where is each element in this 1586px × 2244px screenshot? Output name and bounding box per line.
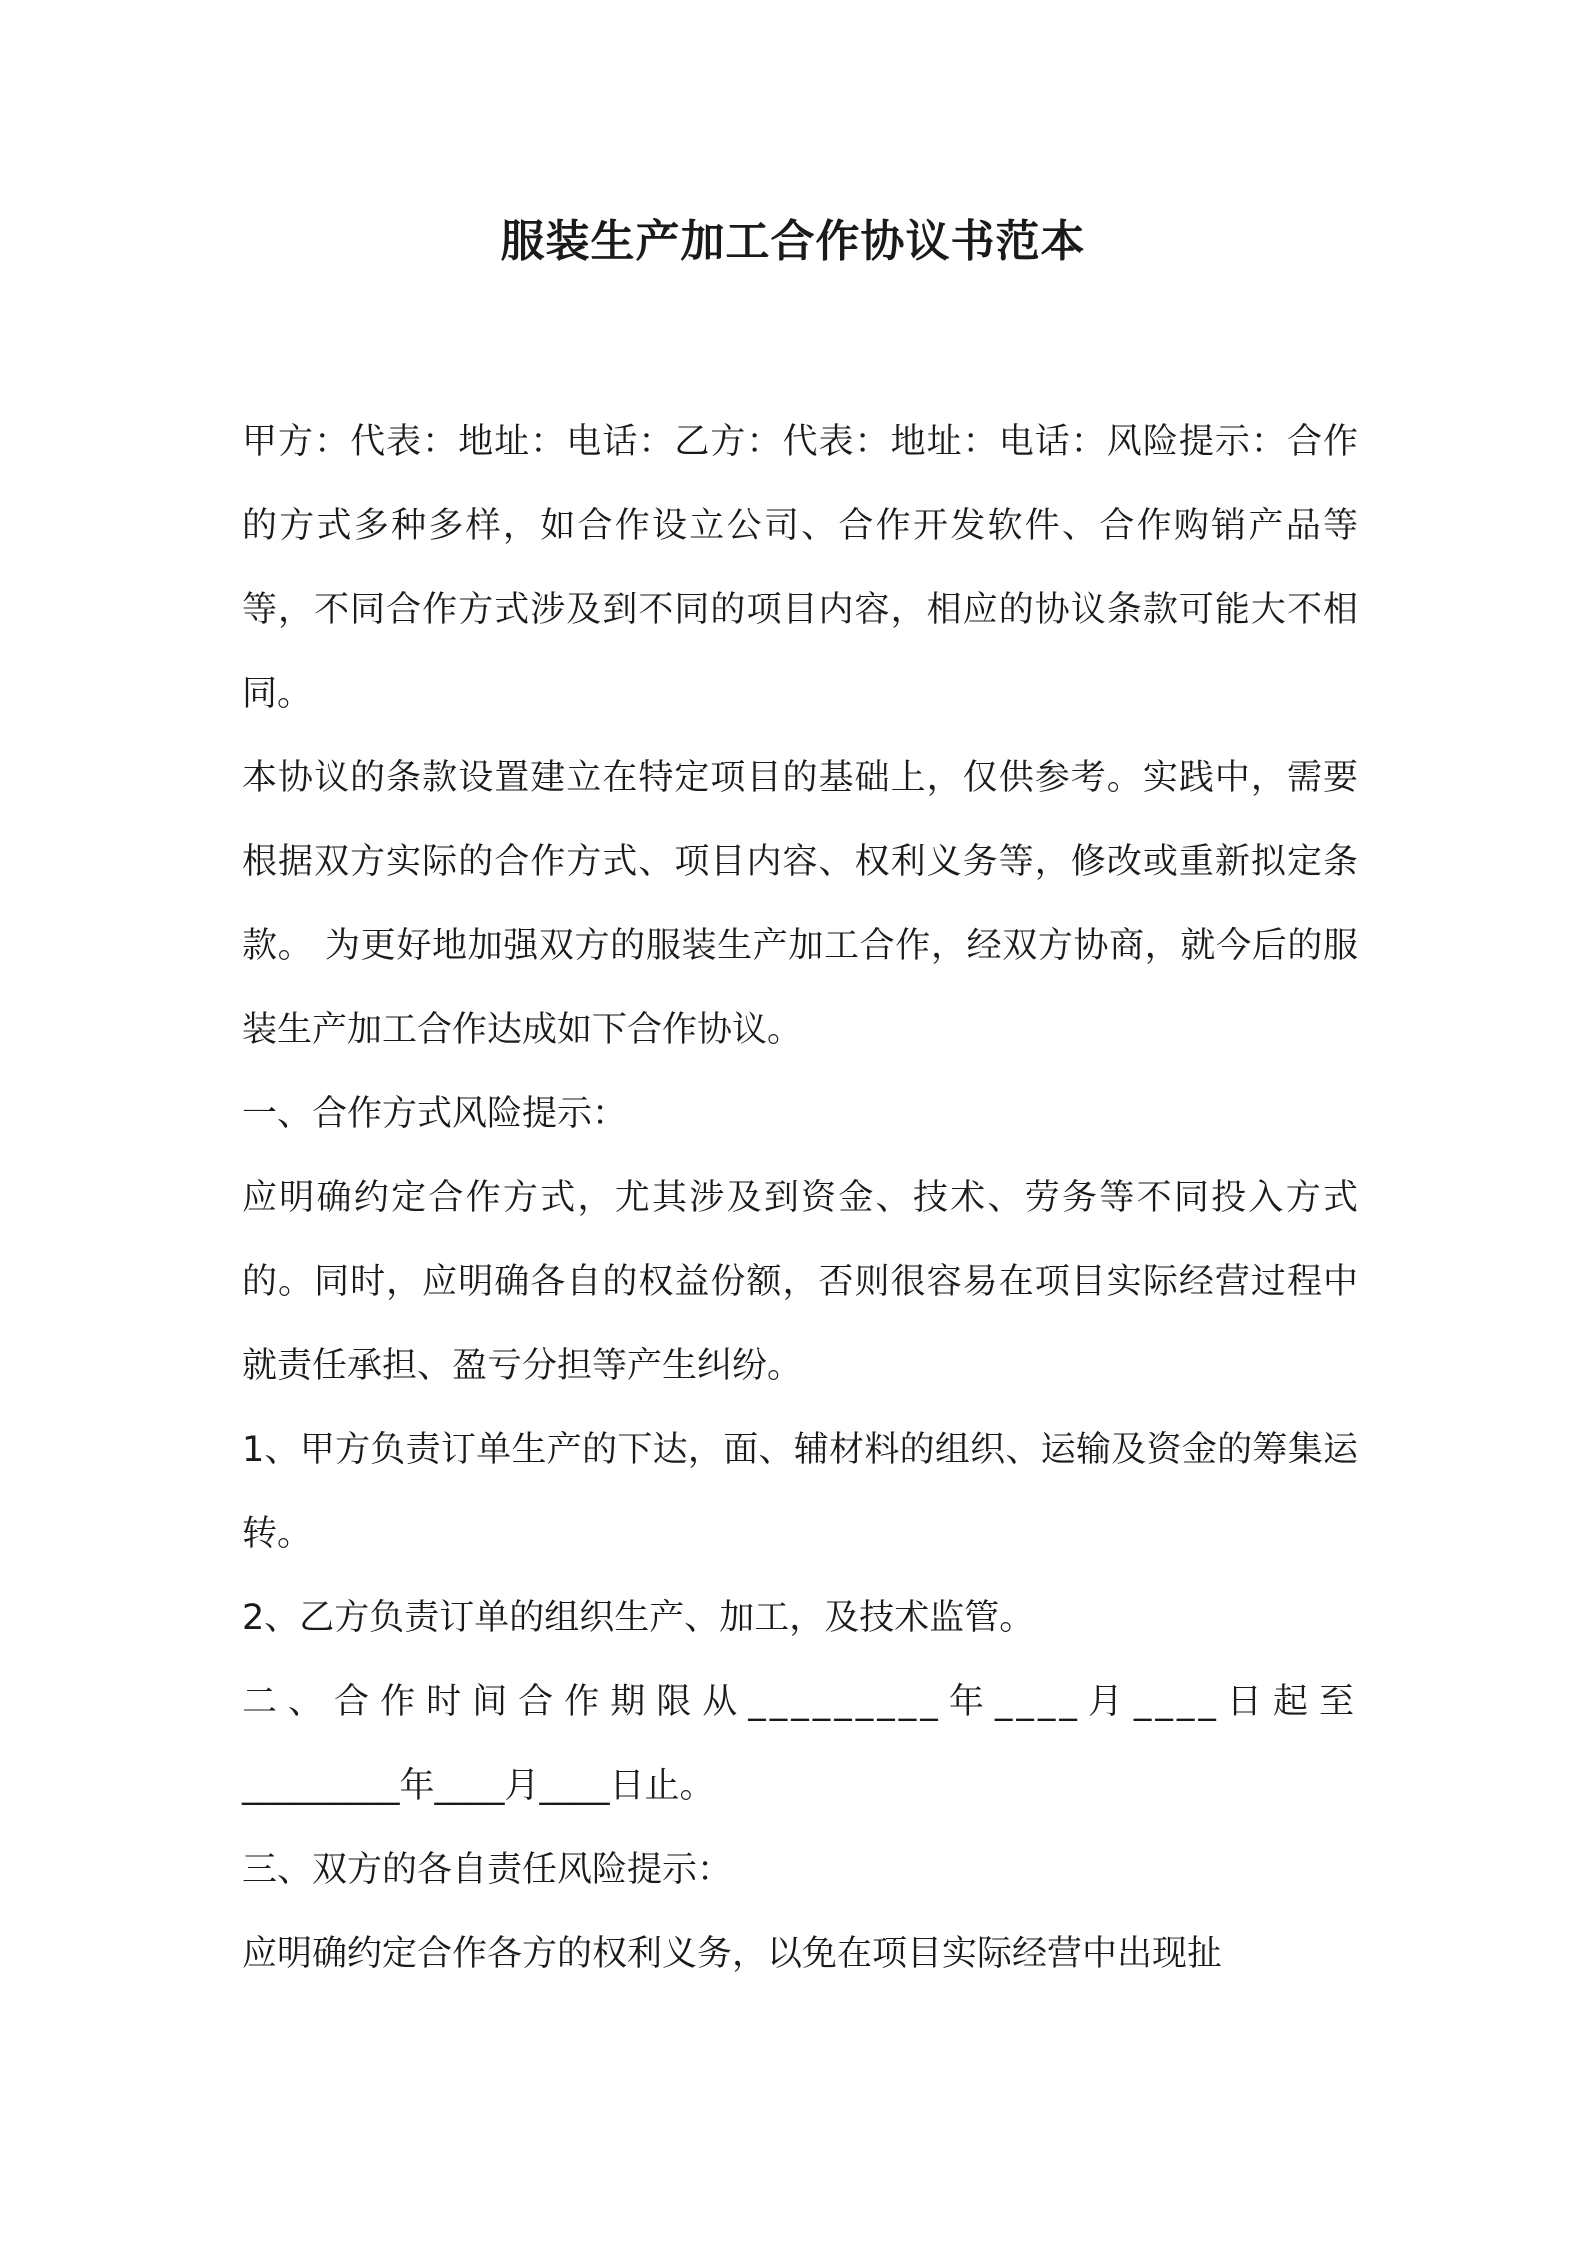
paragraph-agreement-basis: 本协议的条款设置建立在特定项目的基础上，仅供参考。实践中，需要根据双方实际的合作方式、项目内容、权利义务等，修改或重新拟定条款。 为更好地加强双方的服装生产加工合作，经双方协商，就今后的服装生产加工合作达成如下合作协议。 xyxy=(242,758,1358,1050)
document-title: 服装生产加工合作协议书范本 xyxy=(500,216,1086,267)
section-heading-cooperation-method: 一、合作方式风险提示： xyxy=(242,1094,628,1134)
paragraph-parties-and-risk-notice: 甲方：代表：地址：电话：乙方：代表：地址：电话：风险提示：合作的方式多种多样，如合作设立公司、合作开发软件、合作购销产品等等，不同合作方式涉及到不同的项目内容，相应的协议条款可能大不相同。 xyxy=(242,422,1358,714)
paragraph-cooperation-method-notice: 应明确约定合作方式，尤其涉及到资金、技术、劳务等不同投入方式的。同时，应明确各自的权益份额，否则很容易在项目实际经营过程中就责任承担、盈亏分担等产生纠纷。 xyxy=(242,1178,1358,1386)
section-heading-responsibilities: 三、双方的各自责任风险提示： xyxy=(242,1850,733,1890)
clause-party-a-duties: 1、甲方负责订单生产的下达，面、辅材料的组织、运输及资金的筹集运转。 xyxy=(242,1430,1358,1554)
clause-party-b-duties: 2、乙方负责订单的组织生产、加工，及技术监管。 xyxy=(242,1598,1035,1638)
paragraph-responsibilities-notice: 应明确约定合作各方的权利义务，以免在项目实际经营中出现扯 xyxy=(242,1934,1223,1974)
document-body xyxy=(242,400,1358,1996)
cooperation-period-end-date: _________年____月____日止。 xyxy=(242,1766,715,1806)
section-heading-cooperation-period: 二、合作时间合作期限从_________年____月____日起至 xyxy=(242,1682,1358,1722)
